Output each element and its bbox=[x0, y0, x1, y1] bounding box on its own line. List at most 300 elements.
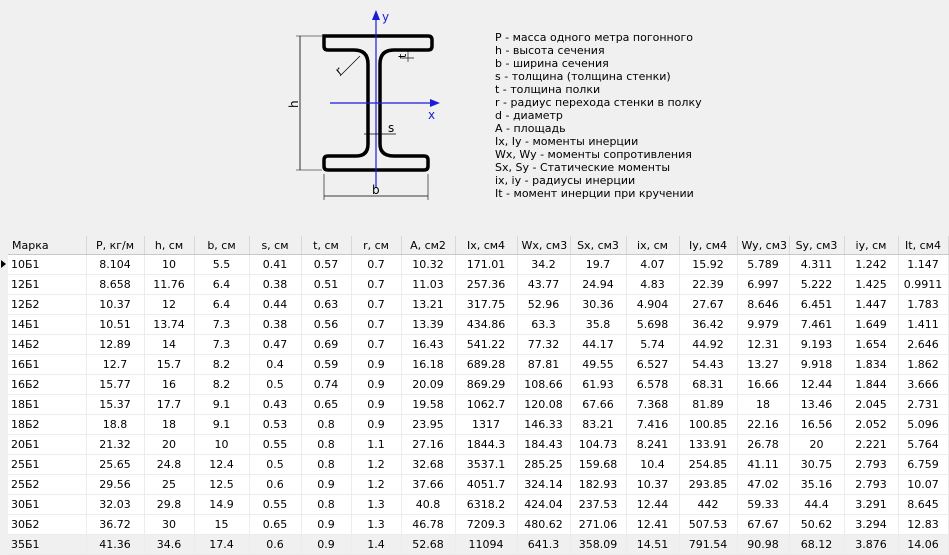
column-header[interactable]: s, см bbox=[249, 236, 301, 255]
table-cell[interactable]: 100.85 bbox=[679, 415, 737, 435]
table-cell[interactable]: 2.045 bbox=[844, 395, 898, 415]
table-row[interactable] bbox=[8, 375, 948, 395]
table-cell[interactable]: 8.646 bbox=[737, 295, 789, 315]
table-cell[interactable]: 16.66 bbox=[737, 375, 789, 395]
table-cell[interactable]: 90.98 bbox=[737, 535, 789, 555]
table-cell[interactable]: 6318.2 bbox=[455, 495, 517, 515]
table-cell[interactable]: 0.6 bbox=[249, 535, 301, 555]
table-cell[interactable]: 442 bbox=[679, 495, 737, 515]
table-cell[interactable]: 11.76 bbox=[144, 275, 194, 295]
table-cell[interactable]: 13.21 bbox=[401, 295, 455, 315]
table-cell[interactable]: 1.2 bbox=[351, 475, 401, 495]
column-header[interactable]: Ix, см4 bbox=[455, 236, 517, 255]
table-cell[interactable]: 689.28 bbox=[455, 355, 517, 375]
column-header[interactable]: b, см bbox=[194, 236, 249, 255]
table-cell[interactable]: 0.9 bbox=[351, 375, 401, 395]
table-cell[interactable]: 4.904 bbox=[626, 295, 679, 315]
column-header[interactable]: Sx, см3 bbox=[570, 236, 626, 255]
table-cell[interactable]: 16.43 bbox=[401, 335, 455, 355]
table-row[interactable] bbox=[8, 515, 948, 535]
table-cell[interactable]: 0.5 bbox=[249, 455, 301, 475]
table-cell[interactable]: 81.89 bbox=[679, 395, 737, 415]
table-cell[interactable]: 8.2 bbox=[194, 375, 249, 395]
table-cell[interactable]: 67.66 bbox=[570, 395, 626, 415]
table-cell[interactable]: 0.9 bbox=[351, 395, 401, 415]
table-cell[interactable]: 0.6 bbox=[249, 475, 301, 495]
column-header[interactable]: Wy, см3 bbox=[737, 236, 789, 255]
table-cell[interactable]: 507.53 bbox=[679, 515, 737, 535]
table-cell[interactable]: 32.03 bbox=[86, 495, 144, 515]
table-cell[interactable]: 1.242 bbox=[844, 255, 898, 275]
column-header[interactable]: r, см bbox=[351, 236, 401, 255]
table-cell[interactable]: 0.9 bbox=[301, 535, 351, 555]
table-cell[interactable]: 0.47 bbox=[249, 335, 301, 355]
table-cell[interactable]: 30.75 bbox=[789, 455, 844, 475]
table-row[interactable] bbox=[8, 495, 948, 515]
table-cell[interactable]: 7.3 bbox=[194, 315, 249, 335]
table-cell[interactable]: 0.63 bbox=[301, 295, 351, 315]
cell-mark[interactable] bbox=[8, 435, 86, 455]
table-cell[interactable]: 12 bbox=[144, 295, 194, 315]
table-cell[interactable]: 13.27 bbox=[737, 355, 789, 375]
table-cell[interactable]: 27.16 bbox=[401, 435, 455, 455]
table-cell[interactable]: 10 bbox=[194, 435, 249, 455]
table-cell[interactable]: 2.793 bbox=[844, 455, 898, 475]
table-cell[interactable]: 17.4 bbox=[194, 535, 249, 555]
table-cell[interactable]: 0.65 bbox=[249, 515, 301, 535]
table-cell[interactable]: 54.43 bbox=[679, 355, 737, 375]
table-cell[interactable]: 0.59 bbox=[301, 355, 351, 375]
table-cell[interactable]: 120.08 bbox=[517, 395, 570, 415]
cell-mark[interactable] bbox=[8, 395, 86, 415]
table-cell[interactable]: 0.7 bbox=[351, 315, 401, 335]
cell-mark[interactable] bbox=[8, 355, 86, 375]
table-cell[interactable]: 3.876 bbox=[844, 535, 898, 555]
table-cell[interactable]: 6.527 bbox=[626, 355, 679, 375]
legend-item: r - радиус перехода стенки в полку bbox=[495, 96, 702, 109]
table-cell[interactable]: 7209.3 bbox=[455, 515, 517, 535]
column-header[interactable]: t, см bbox=[301, 236, 351, 255]
table-cell[interactable]: 13.74 bbox=[144, 315, 194, 335]
table-cell[interactable]: 26.78 bbox=[737, 435, 789, 455]
table-cell[interactable]: 49.55 bbox=[570, 355, 626, 375]
table-cell[interactable]: 0.7 bbox=[351, 295, 401, 315]
column-header[interactable]: h, см bbox=[144, 236, 194, 255]
table-cell[interactable]: 5.698 bbox=[626, 315, 679, 335]
cell-mark[interactable] bbox=[8, 515, 86, 535]
table-cell[interactable]: 27.67 bbox=[679, 295, 737, 315]
table-cell[interactable]: 5.096 bbox=[898, 415, 948, 435]
b-label: b bbox=[372, 183, 380, 197]
table-cell[interactable]: 159.68 bbox=[570, 455, 626, 475]
table-cell[interactable]: 424.04 bbox=[517, 495, 570, 515]
table-cell[interactable]: 6.759 bbox=[898, 455, 948, 475]
table-cell[interactable]: 12.44 bbox=[626, 495, 679, 515]
column-header[interactable]: Wx, см3 bbox=[517, 236, 570, 255]
table-cell[interactable]: 6.4 bbox=[194, 275, 249, 295]
table-cell[interactable]: 104.73 bbox=[570, 435, 626, 455]
table-cell[interactable]: 43.77 bbox=[517, 275, 570, 295]
column-header[interactable]: Sy, см3 bbox=[789, 236, 844, 255]
table-cell[interactable]: 0.55 bbox=[249, 435, 301, 455]
table-cell[interactable]: 480.62 bbox=[517, 515, 570, 535]
table-cell[interactable]: 10.51 bbox=[86, 315, 144, 335]
table-cell[interactable]: 0.9 bbox=[301, 515, 351, 535]
table-cell[interactable]: 25 bbox=[144, 475, 194, 495]
table-cell[interactable]: 17.7 bbox=[144, 395, 194, 415]
table-cell[interactable]: 7.416 bbox=[626, 415, 679, 435]
table-cell[interactable]: 7.368 bbox=[626, 395, 679, 415]
cell-mark[interactable] bbox=[8, 275, 86, 295]
table-cell[interactable]: 34.2 bbox=[517, 255, 570, 275]
table-cell[interactable]: 41.36 bbox=[86, 535, 144, 555]
table-cell[interactable]: 10 bbox=[144, 255, 194, 275]
table-cell[interactable]: 108.66 bbox=[517, 375, 570, 395]
column-header[interactable]: It, см4 bbox=[898, 236, 948, 255]
table-cell[interactable]: 1317 bbox=[455, 415, 517, 435]
table-cell[interactable]: 19.58 bbox=[401, 395, 455, 415]
table-cell[interactable]: 237.53 bbox=[570, 495, 626, 515]
legend bbox=[495, 31, 702, 200]
table-cell[interactable]: 1.447 bbox=[844, 295, 898, 315]
table-row[interactable] bbox=[8, 295, 948, 315]
table-cell[interactable]: 0.4 bbox=[249, 355, 301, 375]
table-cell[interactable]: 15 bbox=[194, 515, 249, 535]
table-cell[interactable]: 35.8 bbox=[570, 315, 626, 335]
table-cell[interactable]: 146.33 bbox=[517, 415, 570, 435]
table-cell[interactable]: 47.02 bbox=[737, 475, 789, 495]
table-cell[interactable]: 2.646 bbox=[898, 335, 948, 355]
mark-label: 10Б1 bbox=[11, 258, 40, 271]
table-cell[interactable]: 0.9911 bbox=[898, 275, 948, 295]
table-cell[interactable]: 171.01 bbox=[455, 255, 517, 275]
table-cell[interactable]: 0.65 bbox=[301, 395, 351, 415]
table-cell[interactable]: 5.74 bbox=[626, 335, 679, 355]
table-cell[interactable]: 0.8 bbox=[301, 435, 351, 455]
cell-mark[interactable] bbox=[8, 495, 86, 515]
table-cell[interactable]: 20.09 bbox=[401, 375, 455, 395]
table-cell[interactable]: 9.1 bbox=[194, 395, 249, 415]
table-cell[interactable]: 358.09 bbox=[570, 535, 626, 555]
table-cell[interactable]: 4051.7 bbox=[455, 475, 517, 495]
mark-label: 12Б1 bbox=[11, 278, 40, 291]
table-cell[interactable]: 44.92 bbox=[679, 335, 737, 355]
table-cell[interactable]: 61.93 bbox=[570, 375, 626, 395]
cell-mark[interactable] bbox=[8, 255, 86, 275]
table-cell[interactable]: 869.29 bbox=[455, 375, 517, 395]
diagram-panel bbox=[0, 0, 948, 236]
cell-mark[interactable] bbox=[8, 415, 86, 435]
table-cell[interactable]: 9.1 bbox=[194, 415, 249, 435]
cell-mark[interactable] bbox=[8, 535, 86, 555]
cell-mark[interactable] bbox=[8, 455, 86, 475]
table-cell[interactable]: 24.8 bbox=[144, 455, 194, 475]
table-cell[interactable]: 16.56 bbox=[789, 415, 844, 435]
table-cell[interactable]: 21.32 bbox=[86, 435, 144, 455]
table-cell[interactable]: 3.294 bbox=[844, 515, 898, 535]
table-cell[interactable]: 1.425 bbox=[844, 275, 898, 295]
table-row[interactable] bbox=[8, 435, 948, 455]
table-cell[interactable]: 1.3 bbox=[351, 495, 401, 515]
table-cell[interactable]: 12.4 bbox=[194, 455, 249, 475]
table-cell[interactable]: 5.5 bbox=[194, 255, 249, 275]
table-cell[interactable]: 15.37 bbox=[86, 395, 144, 415]
table-cell[interactable]: 5.764 bbox=[898, 435, 948, 455]
table-cell[interactable]: 3.291 bbox=[844, 495, 898, 515]
table-cell[interactable]: 0.7 bbox=[351, 275, 401, 295]
table-cell[interactable]: 8.645 bbox=[898, 495, 948, 515]
table-cell[interactable]: 0.53 bbox=[249, 415, 301, 435]
table-cell[interactable]: 1.654 bbox=[844, 335, 898, 355]
cell-mark[interactable] bbox=[8, 315, 86, 335]
table-cell[interactable]: 35.16 bbox=[789, 475, 844, 495]
table-row[interactable] bbox=[8, 415, 948, 435]
table-cell[interactable]: 22.39 bbox=[679, 275, 737, 295]
table-cell[interactable]: 11094 bbox=[455, 535, 517, 555]
table-cell[interactable]: 15.7 bbox=[144, 355, 194, 375]
table-cell[interactable]: 1062.7 bbox=[455, 395, 517, 415]
table-cell[interactable]: 37.66 bbox=[401, 475, 455, 495]
table-cell[interactable]: 434.86 bbox=[455, 315, 517, 335]
table-cell[interactable]: 2.731 bbox=[898, 395, 948, 415]
table-cell[interactable]: 14.06 bbox=[898, 535, 948, 555]
table-cell[interactable]: 87.81 bbox=[517, 355, 570, 375]
table-cell[interactable]: 34.6 bbox=[144, 535, 194, 555]
table-cell[interactable]: 271.06 bbox=[570, 515, 626, 535]
cell-mark[interactable] bbox=[8, 335, 86, 355]
table-cell[interactable]: 133.91 bbox=[679, 435, 737, 455]
table-cell[interactable]: 0.56 bbox=[301, 315, 351, 335]
table-cell[interactable]: 324.14 bbox=[517, 475, 570, 495]
table-cell[interactable]: 8.241 bbox=[626, 435, 679, 455]
legend-item: ix, iy - радиусы инерции bbox=[495, 174, 636, 187]
table-cell[interactable]: 1.3 bbox=[351, 515, 401, 535]
cell-mark[interactable] bbox=[8, 375, 86, 395]
table-cell[interactable]: 20 bbox=[144, 435, 194, 455]
table-cell[interactable]: 13.46 bbox=[789, 395, 844, 415]
table-row[interactable] bbox=[8, 475, 948, 495]
table-row[interactable] bbox=[8, 455, 948, 475]
table-cell[interactable]: 50.62 bbox=[789, 515, 844, 535]
table-cell[interactable]: 3537.1 bbox=[455, 455, 517, 475]
table-cell[interactable]: 10.32 bbox=[401, 255, 455, 275]
table-cell[interactable]: 52.68 bbox=[401, 535, 455, 555]
table-cell[interactable]: 25.65 bbox=[86, 455, 144, 475]
table-cell[interactable]: 257.36 bbox=[455, 275, 517, 295]
table-row[interactable] bbox=[8, 335, 948, 355]
table-cell[interactable]: 0.9 bbox=[301, 475, 351, 495]
table-cell[interactable]: 36.72 bbox=[86, 515, 144, 535]
table-cell[interactable]: 2.052 bbox=[844, 415, 898, 435]
table-cell[interactable]: 254.85 bbox=[679, 455, 737, 475]
r-label: r bbox=[332, 64, 346, 78]
table-cell[interactable]: 40.8 bbox=[401, 495, 455, 515]
table-cell[interactable]: 6.451 bbox=[789, 295, 844, 315]
table-cell[interactable]: 23.95 bbox=[401, 415, 455, 435]
column-header[interactable]: iy, см bbox=[844, 236, 898, 255]
table-cell[interactable]: 44.17 bbox=[570, 335, 626, 355]
table-cell[interactable]: 1.649 bbox=[844, 315, 898, 335]
column-header[interactable]: Iy, см4 bbox=[679, 236, 737, 255]
table-cell[interactable]: 22.16 bbox=[737, 415, 789, 435]
table-cell[interactable]: 0.57 bbox=[301, 255, 351, 275]
table-cell[interactable]: 0.38 bbox=[249, 315, 301, 335]
table-cell[interactable]: 18.8 bbox=[86, 415, 144, 435]
table-cell[interactable]: 9.979 bbox=[737, 315, 789, 335]
table-cell[interactable]: 791.54 bbox=[679, 535, 737, 555]
legend-item: d - диаметр bbox=[495, 109, 563, 122]
table-cell[interactable]: 4.311 bbox=[789, 255, 844, 275]
table-cell[interactable]: 6.578 bbox=[626, 375, 679, 395]
table-cell[interactable]: 68.12 bbox=[789, 535, 844, 555]
table-cell[interactable]: 0.44 bbox=[249, 295, 301, 315]
table-cell[interactable]: 14.9 bbox=[194, 495, 249, 515]
table-cell[interactable]: 8.2 bbox=[194, 355, 249, 375]
table-cell[interactable]: 52.96 bbox=[517, 295, 570, 315]
cell-mark[interactable] bbox=[8, 475, 86, 495]
table-cell[interactable]: 1.147 bbox=[898, 255, 948, 275]
table-cell[interactable]: 317.75 bbox=[455, 295, 517, 315]
table-cell[interactable]: 0.38 bbox=[249, 275, 301, 295]
table-cell[interactable]: 285.25 bbox=[517, 455, 570, 475]
table-cell[interactable]: 46.78 bbox=[401, 515, 455, 535]
table-row[interactable] bbox=[8, 535, 948, 555]
table-cell[interactable]: 44.4 bbox=[789, 495, 844, 515]
table-cell[interactable]: 14.51 bbox=[626, 535, 679, 555]
table-cell[interactable]: 30 bbox=[144, 515, 194, 535]
table-cell[interactable]: 29.56 bbox=[86, 475, 144, 495]
table-cell[interactable]: 12.7 bbox=[86, 355, 144, 375]
table-cell[interactable]: 41.11 bbox=[737, 455, 789, 475]
table-cell[interactable]: 12.83 bbox=[898, 515, 948, 535]
table-cell[interactable]: 0.9 bbox=[351, 355, 401, 375]
table-cell[interactable]: 2.221 bbox=[844, 435, 898, 455]
table-cell[interactable]: 1.2 bbox=[351, 455, 401, 475]
table-cell[interactable]: 7.461 bbox=[789, 315, 844, 335]
table-cell[interactable]: 10.4 bbox=[626, 455, 679, 475]
table-cell[interactable]: 63.3 bbox=[517, 315, 570, 335]
table-row[interactable] bbox=[8, 315, 948, 335]
table-cell[interactable]: 1.783 bbox=[898, 295, 948, 315]
table-row[interactable] bbox=[8, 355, 948, 375]
table-cell[interactable]: 4.83 bbox=[626, 275, 679, 295]
table-cell[interactable]: 293.85 bbox=[679, 475, 737, 495]
table-cell[interactable]: 0.74 bbox=[301, 375, 351, 395]
table-cell[interactable]: 12.89 bbox=[86, 335, 144, 355]
table-cell[interactable]: 0.9 bbox=[351, 415, 401, 435]
column-header[interactable]: P, кг/м bbox=[86, 236, 144, 255]
table-cell[interactable]: 1844.3 bbox=[455, 435, 517, 455]
table-cell[interactable]: 19.7 bbox=[570, 255, 626, 275]
table-cell[interactable]: 12.44 bbox=[789, 375, 844, 395]
table-row[interactable] bbox=[8, 255, 948, 275]
cell-mark[interactable] bbox=[8, 295, 86, 315]
table-cell[interactable]: 0.5 bbox=[249, 375, 301, 395]
table-cell[interactable]: 15.92 bbox=[679, 255, 737, 275]
table-cell[interactable]: 1.411 bbox=[898, 315, 948, 335]
table-cell[interactable]: 5.222 bbox=[789, 275, 844, 295]
table-cell[interactable]: 13.39 bbox=[401, 315, 455, 335]
table-cell[interactable]: 7.3 bbox=[194, 335, 249, 355]
table-cell[interactable]: 0.55 bbox=[249, 495, 301, 515]
table-cell[interactable]: 0.7 bbox=[351, 255, 401, 275]
t-label: t bbox=[396, 53, 409, 58]
table-cell[interactable]: 77.32 bbox=[517, 335, 570, 355]
table-cell[interactable]: 0.41 bbox=[249, 255, 301, 275]
table-cell[interactable]: 24.94 bbox=[570, 275, 626, 295]
table-cell[interactable]: 59.33 bbox=[737, 495, 789, 515]
table-cell[interactable]: 29.8 bbox=[144, 495, 194, 515]
table-cell[interactable]: 3.666 bbox=[898, 375, 948, 395]
table-cell[interactable]: 1.4 bbox=[351, 535, 401, 555]
table-cell[interactable]: 9.193 bbox=[789, 335, 844, 355]
table-cell[interactable]: 1.844 bbox=[844, 375, 898, 395]
mark-label: 18Б2 bbox=[11, 418, 40, 431]
table-cell[interactable]: 8.658 bbox=[86, 275, 144, 295]
table-row[interactable] bbox=[8, 395, 948, 415]
table-cell[interactable]: 18 bbox=[144, 415, 194, 435]
table-cell[interactable]: 12.31 bbox=[737, 335, 789, 355]
table-cell[interactable]: 1.862 bbox=[898, 355, 948, 375]
table-cell[interactable]: 0.8 bbox=[301, 495, 351, 515]
table-cell[interactable]: 10.37 bbox=[86, 295, 144, 315]
table-cell[interactable]: 182.93 bbox=[570, 475, 626, 495]
table-cell[interactable]: 20 bbox=[789, 435, 844, 455]
table-cell[interactable]: 4.07 bbox=[626, 255, 679, 275]
table-cell[interactable]: 15.77 bbox=[86, 375, 144, 395]
table-cell[interactable]: 68.31 bbox=[679, 375, 737, 395]
column-header[interactable]: A, см2 bbox=[401, 236, 455, 255]
table-cell[interactable]: 12.41 bbox=[626, 515, 679, 535]
table-cell[interactable]: 12.5 bbox=[194, 475, 249, 495]
table-cell[interactable]: 18 bbox=[737, 395, 789, 415]
mark-label: 25Б1 bbox=[11, 458, 40, 471]
profile-table-container[interactable] bbox=[8, 236, 948, 551]
table-cell[interactable]: 0.8 bbox=[301, 455, 351, 475]
table-cell[interactable]: 0.7 bbox=[351, 335, 401, 355]
table-cell[interactable]: 0.69 bbox=[301, 335, 351, 355]
table-cell[interactable]: 6.997 bbox=[737, 275, 789, 295]
column-header[interactable]: ix, см bbox=[626, 236, 679, 255]
table-cell[interactable]: 8.104 bbox=[86, 255, 144, 275]
table-cell[interactable]: 11.03 bbox=[401, 275, 455, 295]
table-cell[interactable]: 0.43 bbox=[249, 395, 301, 415]
table-cell[interactable]: 10.37 bbox=[626, 475, 679, 495]
table-cell[interactable]: 32.68 bbox=[401, 455, 455, 475]
table-cell[interactable]: 5.789 bbox=[737, 255, 789, 275]
table-row[interactable] bbox=[8, 275, 948, 295]
table-cell[interactable]: 67.67 bbox=[737, 515, 789, 535]
table-cell[interactable]: 9.918 bbox=[789, 355, 844, 375]
table-cell[interactable]: 0.8 bbox=[301, 415, 351, 435]
table-cell[interactable]: 36.42 bbox=[679, 315, 737, 335]
table-cell[interactable]: 6.4 bbox=[194, 295, 249, 315]
table-cell[interactable]: 16.18 bbox=[401, 355, 455, 375]
table-cell[interactable]: 541.22 bbox=[455, 335, 517, 355]
column-header[interactable]: Марка bbox=[8, 236, 86, 255]
table-cell[interactable]: 1.1 bbox=[351, 435, 401, 455]
table-cell[interactable]: 10.07 bbox=[898, 475, 948, 495]
table-cell[interactable]: 1.834 bbox=[844, 355, 898, 375]
table-cell[interactable]: 184.43 bbox=[517, 435, 570, 455]
table-cell[interactable]: 14 bbox=[144, 335, 194, 355]
table-cell[interactable]: 83.21 bbox=[570, 415, 626, 435]
table-cell[interactable]: 30.36 bbox=[570, 295, 626, 315]
table-cell[interactable]: 641.3 bbox=[517, 535, 570, 555]
table-cell[interactable]: 0.51 bbox=[301, 275, 351, 295]
table-cell[interactable]: 2.793 bbox=[844, 475, 898, 495]
table-cell[interactable]: 16 bbox=[144, 375, 194, 395]
